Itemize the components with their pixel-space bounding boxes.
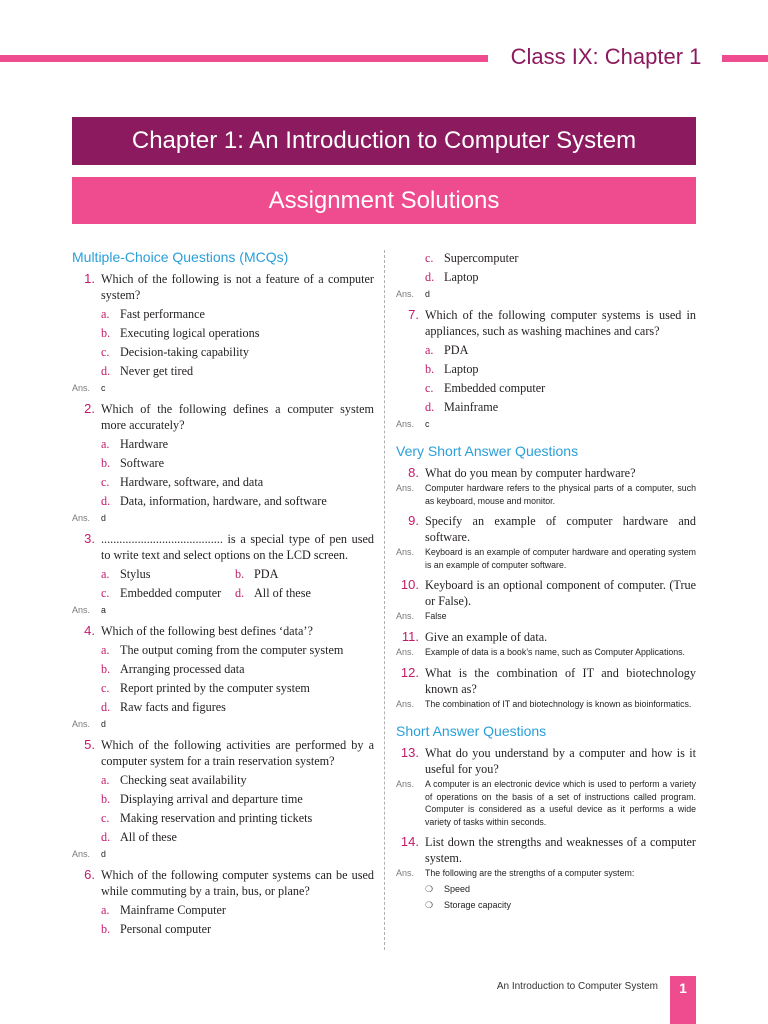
options-4 (101, 641, 374, 717)
answer-13: Ans. A computer is an electronic device which is used to perform a variety of operations on the basis of a set of instructions called program. Computer is considered as a useful device as it performs a wide variety of tasks within seconds. (396, 779, 696, 827)
option: d. Never get tired (101, 364, 194, 378)
option: a. Hardware (101, 437, 169, 451)
question-5 (72, 737, 374, 769)
options-3 (101, 565, 374, 603)
question-text: Give an example of data. (425, 630, 548, 644)
section-title-mcq: Multiple-Choice Questions (MCQs) (72, 249, 289, 265)
options-6 (101, 901, 374, 939)
answer-1: Ans. c (72, 383, 106, 393)
question-text: What do you understand by a computer and how is it useful for you? (425, 746, 696, 776)
answer-11: Ans. Example of data is a book’s name, such as Computer Applications. (396, 647, 685, 657)
answer-9: Ans. Keyboard is an example of computer hardware and operating system is an example of computer software. (396, 547, 696, 570)
question-6 (72, 867, 374, 899)
question-text: Which of the following is not a feature of a computer system? (101, 272, 374, 302)
answer-5: Ans. d (72, 849, 106, 859)
question-number: 1. (84, 271, 95, 286)
section-title-short: Short Answer Questions (396, 723, 547, 739)
page-number: 1 (679, 980, 687, 996)
option: d. Data, information, hardware, and software (101, 494, 327, 508)
question-11 (396, 629, 696, 645)
question-text: What do you mean by computer hardware? (425, 466, 636, 480)
option: a. Fast performance (101, 307, 205, 321)
answer-12: Ans. The combination of IT and biotechnology is known as bioinformatics. (396, 699, 692, 709)
question-13 (396, 745, 696, 777)
chapter-title-banner (72, 117, 696, 165)
option: a. PDA (425, 343, 469, 357)
option: a. Checking seat availability (101, 773, 247, 787)
footer-title: An Introduction to Computer System (496, 981, 658, 992)
class-chapter-label: Class IX: Chapter 1 (510, 44, 702, 69)
option: b. PDA (235, 567, 279, 581)
question-text: Which of the following activities are performed by a computer system for a train reservation system? (101, 738, 374, 768)
question-10 (396, 577, 696, 609)
question-text: What is the combination of IT and biotechnology known as? (425, 666, 696, 696)
header-stripe-left (0, 55, 488, 62)
circle-bullet-icon: ❍ (425, 884, 434, 894)
question-text: ........................................ is a special type of pen used to write text and select options on the LCD screen. (101, 532, 374, 562)
header-stripe-right (722, 55, 768, 62)
question-number: 3. (84, 531, 95, 546)
option: c. Supercomputer (425, 251, 519, 265)
options-2 (101, 435, 374, 511)
column-divider (384, 250, 385, 950)
right-column (396, 249, 696, 913)
option: b. Software (101, 456, 164, 470)
question-number: 10. (400, 577, 419, 592)
option: b. Arranging processed data (101, 662, 245, 676)
options-7 (425, 341, 696, 417)
question-1 (72, 271, 374, 303)
question-number: 9. (408, 513, 419, 528)
question-7 (396, 307, 696, 339)
question-number: 5. (84, 737, 95, 752)
answer-10: Ans. False (396, 611, 447, 621)
answer-14: Ans. The following are the strengths of a computer system: (396, 868, 635, 878)
circle-bullet-icon: ❍ (425, 900, 434, 910)
question-4 (72, 623, 374, 639)
option: c. Embedded computer (101, 586, 222, 600)
assignment-title: Assignment Solutions (268, 186, 500, 214)
question-number: 8. (408, 465, 419, 480)
answer-4: Ans. d (72, 719, 106, 729)
bullet-item: ❍ Storage capacity (425, 897, 696, 913)
option: b. Displaying arrival and departure time (101, 792, 303, 806)
question-text: Which of the following defines a computer system more accurately? (101, 402, 374, 432)
option: c. Hardware, software, and data (101, 475, 264, 489)
question-number: 6. (84, 867, 95, 882)
answer-6: Ans. d (396, 289, 430, 299)
question-text: Which of the following computer systems is used in appliances, such as washing machines and cars? (425, 308, 696, 338)
question-number: 14. (400, 834, 419, 849)
chapter-title: Chapter 1: An Introduction to Computer System (131, 127, 637, 154)
options-1 (101, 305, 374, 381)
question-text: Keyboard is an optional component of computer. (True or False). (425, 578, 696, 608)
answer-7: Ans. c (396, 419, 430, 429)
question-number: 7. (408, 307, 419, 322)
question-text: Specify an example of computer hardware and software. (425, 514, 696, 544)
option: c. Report printed by the computer system (101, 681, 310, 695)
question-text: List down the strengths and weaknesses of a computer system. (425, 835, 696, 865)
answer-8: Ans. Computer hardware refers to the physical parts of a computer, such as keyboard, mouse and monitor. (396, 483, 696, 506)
option: d. Raw facts and figures (101, 700, 226, 714)
question-number: 2. (84, 401, 95, 416)
answer-2: Ans. d (72, 513, 106, 523)
option: c. Decision-taking capability (101, 345, 249, 359)
option: b. Personal computer (101, 922, 212, 936)
question-8 (396, 465, 696, 481)
option: c. Embedded computer (425, 381, 546, 395)
question-14 (396, 834, 696, 866)
question-3 (72, 531, 374, 563)
bullet-item: ❍ Speed (425, 881, 696, 897)
question-2 (72, 401, 374, 433)
option: b. Executing logical operations (101, 326, 260, 340)
left-column (72, 249, 374, 939)
option: a. Mainframe Computer (101, 903, 226, 917)
options-6-continued (425, 249, 696, 287)
option: c. Making reservation and printing tickets (101, 811, 313, 825)
question-number: 11. (401, 629, 419, 644)
assignment-banner (72, 177, 696, 224)
answer-3: Ans. a (72, 605, 106, 615)
option: a. Stylus (101, 567, 151, 581)
option: d. All of these (101, 830, 177, 844)
question-number: 4. (84, 623, 95, 638)
option: d. All of these (235, 586, 311, 600)
option: d. Laptop (425, 270, 479, 284)
section-title-very-short: Very Short Answer Questions (396, 443, 579, 459)
question-text: Which of the following best defines ‘data’? (101, 624, 313, 638)
question-text: Which of the following computer systems can be used while commuting by a train, bus, or plane? (101, 868, 374, 898)
page-number-tab (670, 976, 696, 1024)
question-12 (396, 665, 696, 697)
question-number: 12. (400, 665, 419, 680)
option: a. The output coming from the computer system (101, 643, 344, 657)
question-9 (396, 513, 696, 545)
question-number: 13. (400, 745, 419, 760)
options-5 (101, 771, 374, 847)
option: d. Mainframe (425, 400, 499, 414)
option: b. Laptop (425, 362, 479, 376)
